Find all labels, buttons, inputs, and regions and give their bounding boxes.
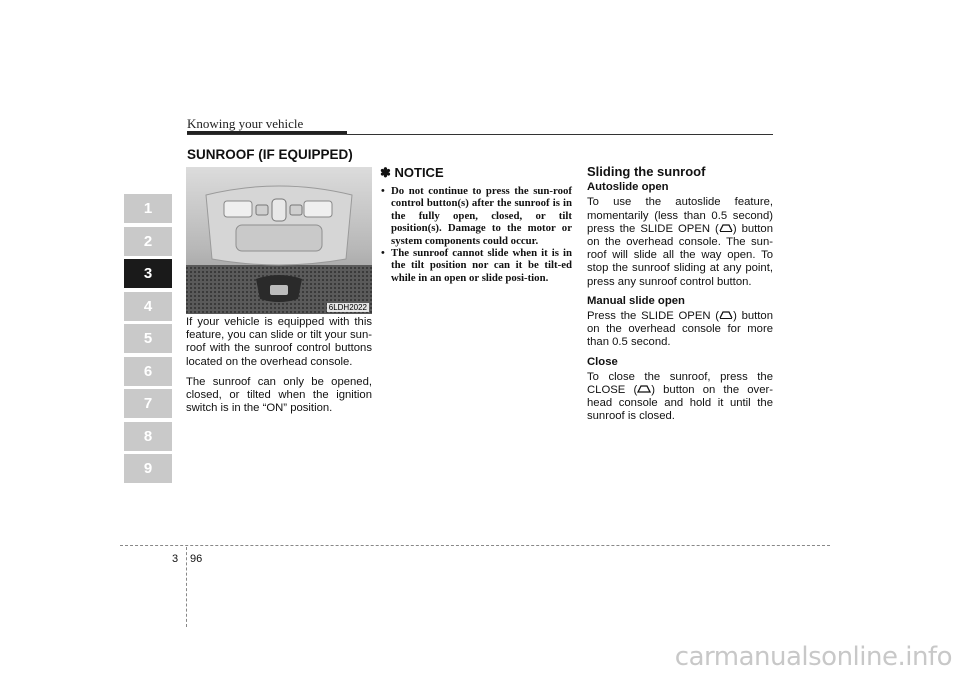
chapter-tab-6[interactable]: 6: [124, 357, 172, 386]
chapter-tab-5[interactable]: 5: [124, 324, 172, 353]
chapter-tab-9[interactable]: 9: [124, 454, 172, 483]
intro-paragraph-1: If your vehicle is equipped with this feature, you can slide or tilt your sun-roof with the sunroof control buttons located on the overhead console.: [186, 316, 372, 368]
chapter-tab-7[interactable]: 7: [124, 389, 172, 418]
manual-text-a: Press the SLIDE OPEN (: [587, 310, 720, 323]
manual-text-b: ) button on the overhead console for more than 0.5 second.: [587, 310, 773, 349]
intro-paragraph-2: The sunroof can only be opened, closed, or tilted when the ignition switch is in the “ON” position.: [186, 375, 372, 415]
autoslide-paragraph: [587, 196, 773, 288]
slide-open-icon: [719, 223, 733, 233]
chapter-tab-4[interactable]: 4: [124, 292, 172, 321]
notice-item: • Do not continue to press the sun-roof control button(s) after the sunroof is in the fully open, closed, or tilt position(s). Damage to the motor or system components could occur.: [380, 185, 572, 247]
chapter-tabs: [124, 194, 172, 487]
running-header: Knowing your vehicle: [187, 116, 304, 131]
close-text-a: To close the sunroof, press the CLOSE (: [587, 370, 773, 397]
footer-page-number: 96: [190, 553, 203, 565]
autoslide-text-b: ) button on the overhead console. The sun-roof will slide all the way open. To stop the sunroof sliding at any point, press any sunroof control button.: [587, 222, 773, 288]
chapter-tab-1[interactable]: 1: [124, 194, 172, 223]
footer-rule: [120, 545, 830, 546]
notice-list: [380, 185, 572, 284]
chapter-tab-8[interactable]: 8: [124, 422, 172, 451]
manual-title: Manual slide open: [587, 294, 685, 307]
sliding-title: Sliding the sunroof: [587, 164, 706, 179]
footer-chapter: 3: [172, 553, 179, 565]
close-title: Close: [587, 355, 618, 368]
intro-column: [186, 316, 372, 422]
close-text-b: ) button on the over-head console and hold it until the sunroof is closed.: [587, 384, 774, 423]
autoslide-text-a: To use the autoslide feature, momentarily (less than 0.5 second) press the SLIDE OPEN (: [587, 196, 773, 235]
autoslide-title: Autoslide open: [587, 181, 669, 194]
notice-column: [380, 165, 572, 284]
chapter-tab-3[interactable]: 3: [124, 259, 172, 288]
section-title: SUNROOF (IF EQUIPPED): [187, 147, 353, 162]
notice-item: • The sunroof cannot slide when it is in the tilt position nor can it be tilt-ed while in an open or slide posi-tion.: [380, 247, 572, 284]
close-paragraph: [587, 371, 773, 424]
photo-code: 6LDH2022: [328, 303, 367, 312]
header-rule: [187, 134, 773, 135]
slide-open-icon: [719, 310, 733, 320]
overhead-console-illustration: [186, 167, 372, 314]
watermark: carmanualsonline.info: [674, 642, 952, 672]
chapter-tab-2[interactable]: 2: [124, 227, 172, 256]
footer-divider: [186, 547, 187, 627]
overhead-console-photo: [186, 167, 372, 314]
sliding-column: [587, 165, 773, 430]
manual-paragraph: [587, 310, 773, 350]
notice-title: ✽ NOTICE: [380, 165, 444, 180]
close-icon: [637, 384, 651, 394]
